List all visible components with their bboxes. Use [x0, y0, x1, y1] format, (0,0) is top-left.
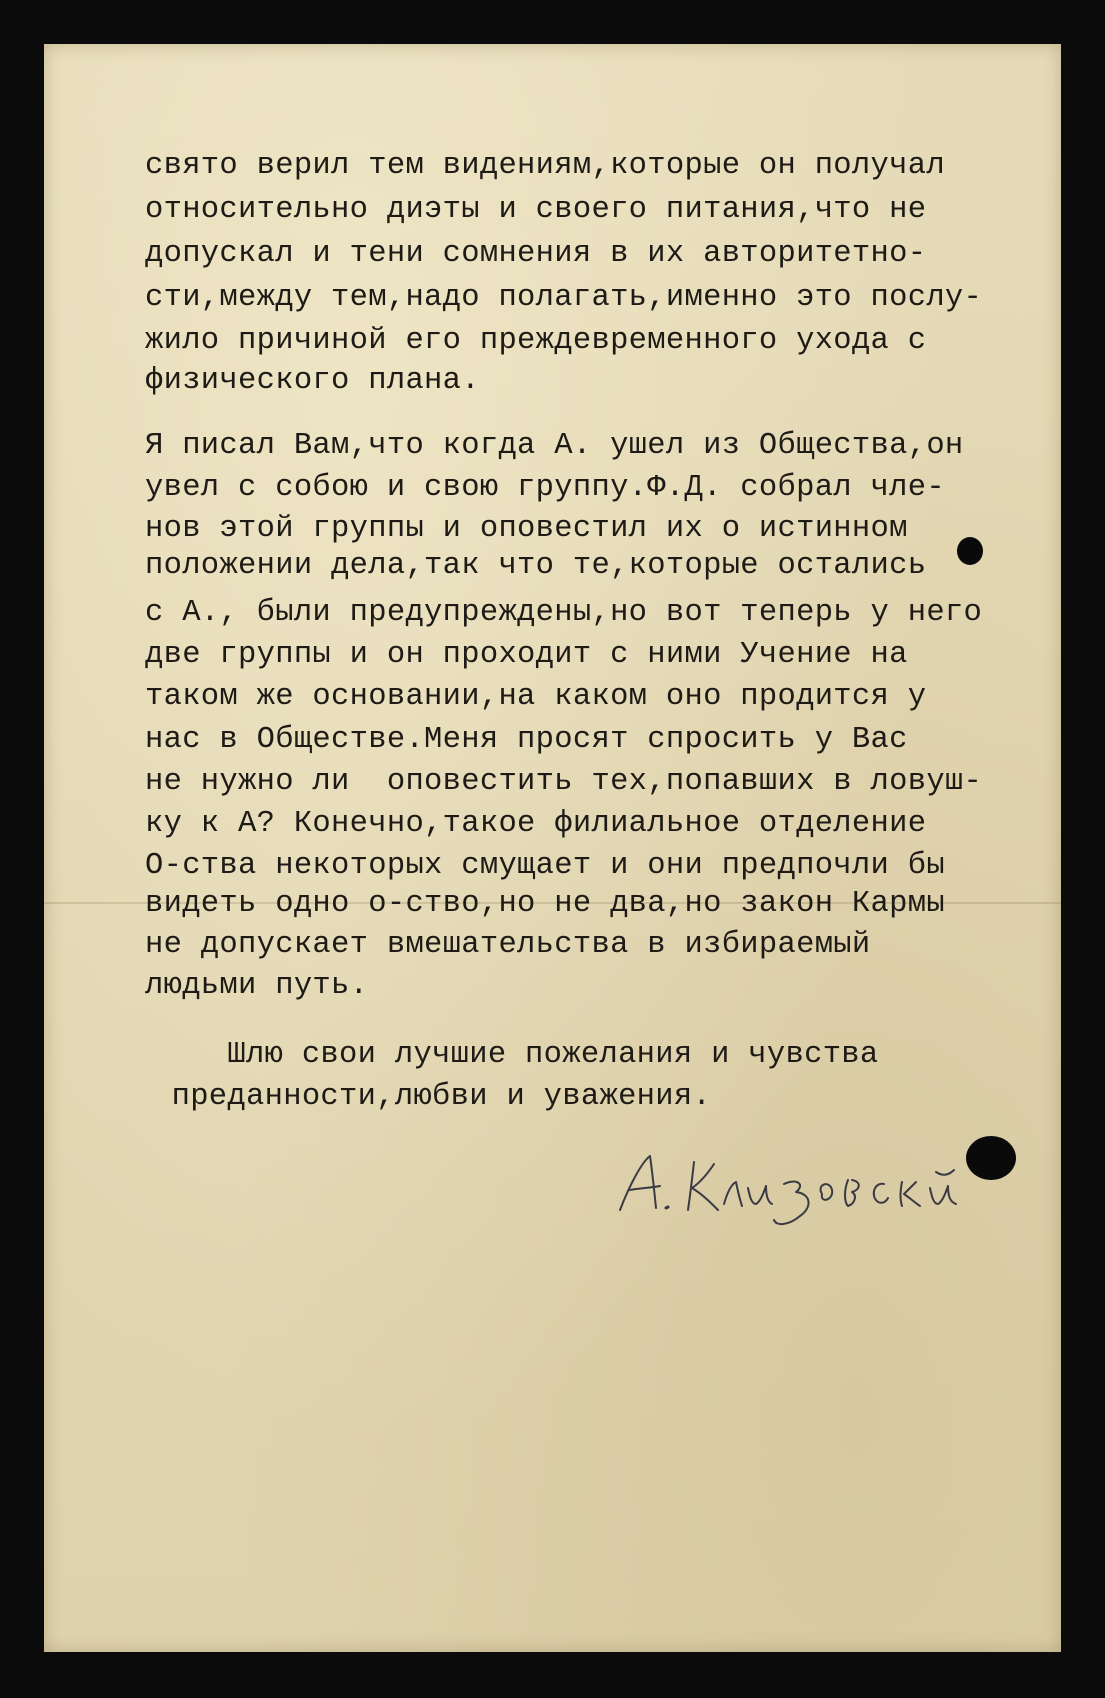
- text-line: Шлю свои лучшие пожелания и чувства: [153, 1038, 879, 1072]
- text-line: сти,между тем,надо полагать,именно это послу-: [145, 281, 983, 315]
- text-line: физического плана.: [145, 364, 480, 398]
- punch-hole: [966, 1136, 1016, 1180]
- text-line: не нужно ли оповестить тех,попавших в ловуш-: [145, 765, 983, 799]
- letter-body: [145, 149, 1005, 1114]
- text-line: ку к А? Конечно,такое филиальное отделение: [145, 807, 927, 841]
- letter-page: [44, 44, 1061, 1652]
- text-line: нас в Обществе.Меня просят спросить у Вас: [145, 723, 908, 757]
- text-line: положении дела,так что те,которые остались: [145, 549, 927, 583]
- text-line: Я писал Вам,что когда А. ушел из Общества,он: [145, 429, 964, 463]
- text-line: жило причиной его преждевременного ухода с: [145, 324, 927, 358]
- punch-hole: [957, 537, 983, 565]
- text-line: увел с собою и свою группу.Ф.Д. собрал чле-: [145, 471, 945, 505]
- text-line: людьми путь.: [145, 969, 369, 1003]
- text-line: две группы и он проходит с ними Учение на: [145, 638, 908, 672]
- text-line: таком же основании,на каком оно продится у: [145, 680, 927, 714]
- text-line: преданности,любви и уважения.: [153, 1080, 712, 1114]
- text-line: О-ства некоторых смущает и они предпочли бы: [145, 849, 945, 883]
- text-line: относительно диэты и своего питания,что не: [145, 193, 927, 227]
- handwritten-signature: [616, 1144, 996, 1234]
- text-line: нов этой группы и оповестил их о истинном: [145, 512, 908, 546]
- text-line: не допускает вмешательства в избираемый: [145, 928, 871, 962]
- text-line: свято верил тем видениям,которые он получал: [145, 149, 945, 183]
- text-line: допускал и тени сомнения в их авторитетно-: [145, 237, 927, 271]
- text-line: видеть одно о-ство,но не два,но закон Кармы: [145, 887, 945, 921]
- text-line: с А., были предупреждены,но вот теперь у него: [145, 596, 983, 630]
